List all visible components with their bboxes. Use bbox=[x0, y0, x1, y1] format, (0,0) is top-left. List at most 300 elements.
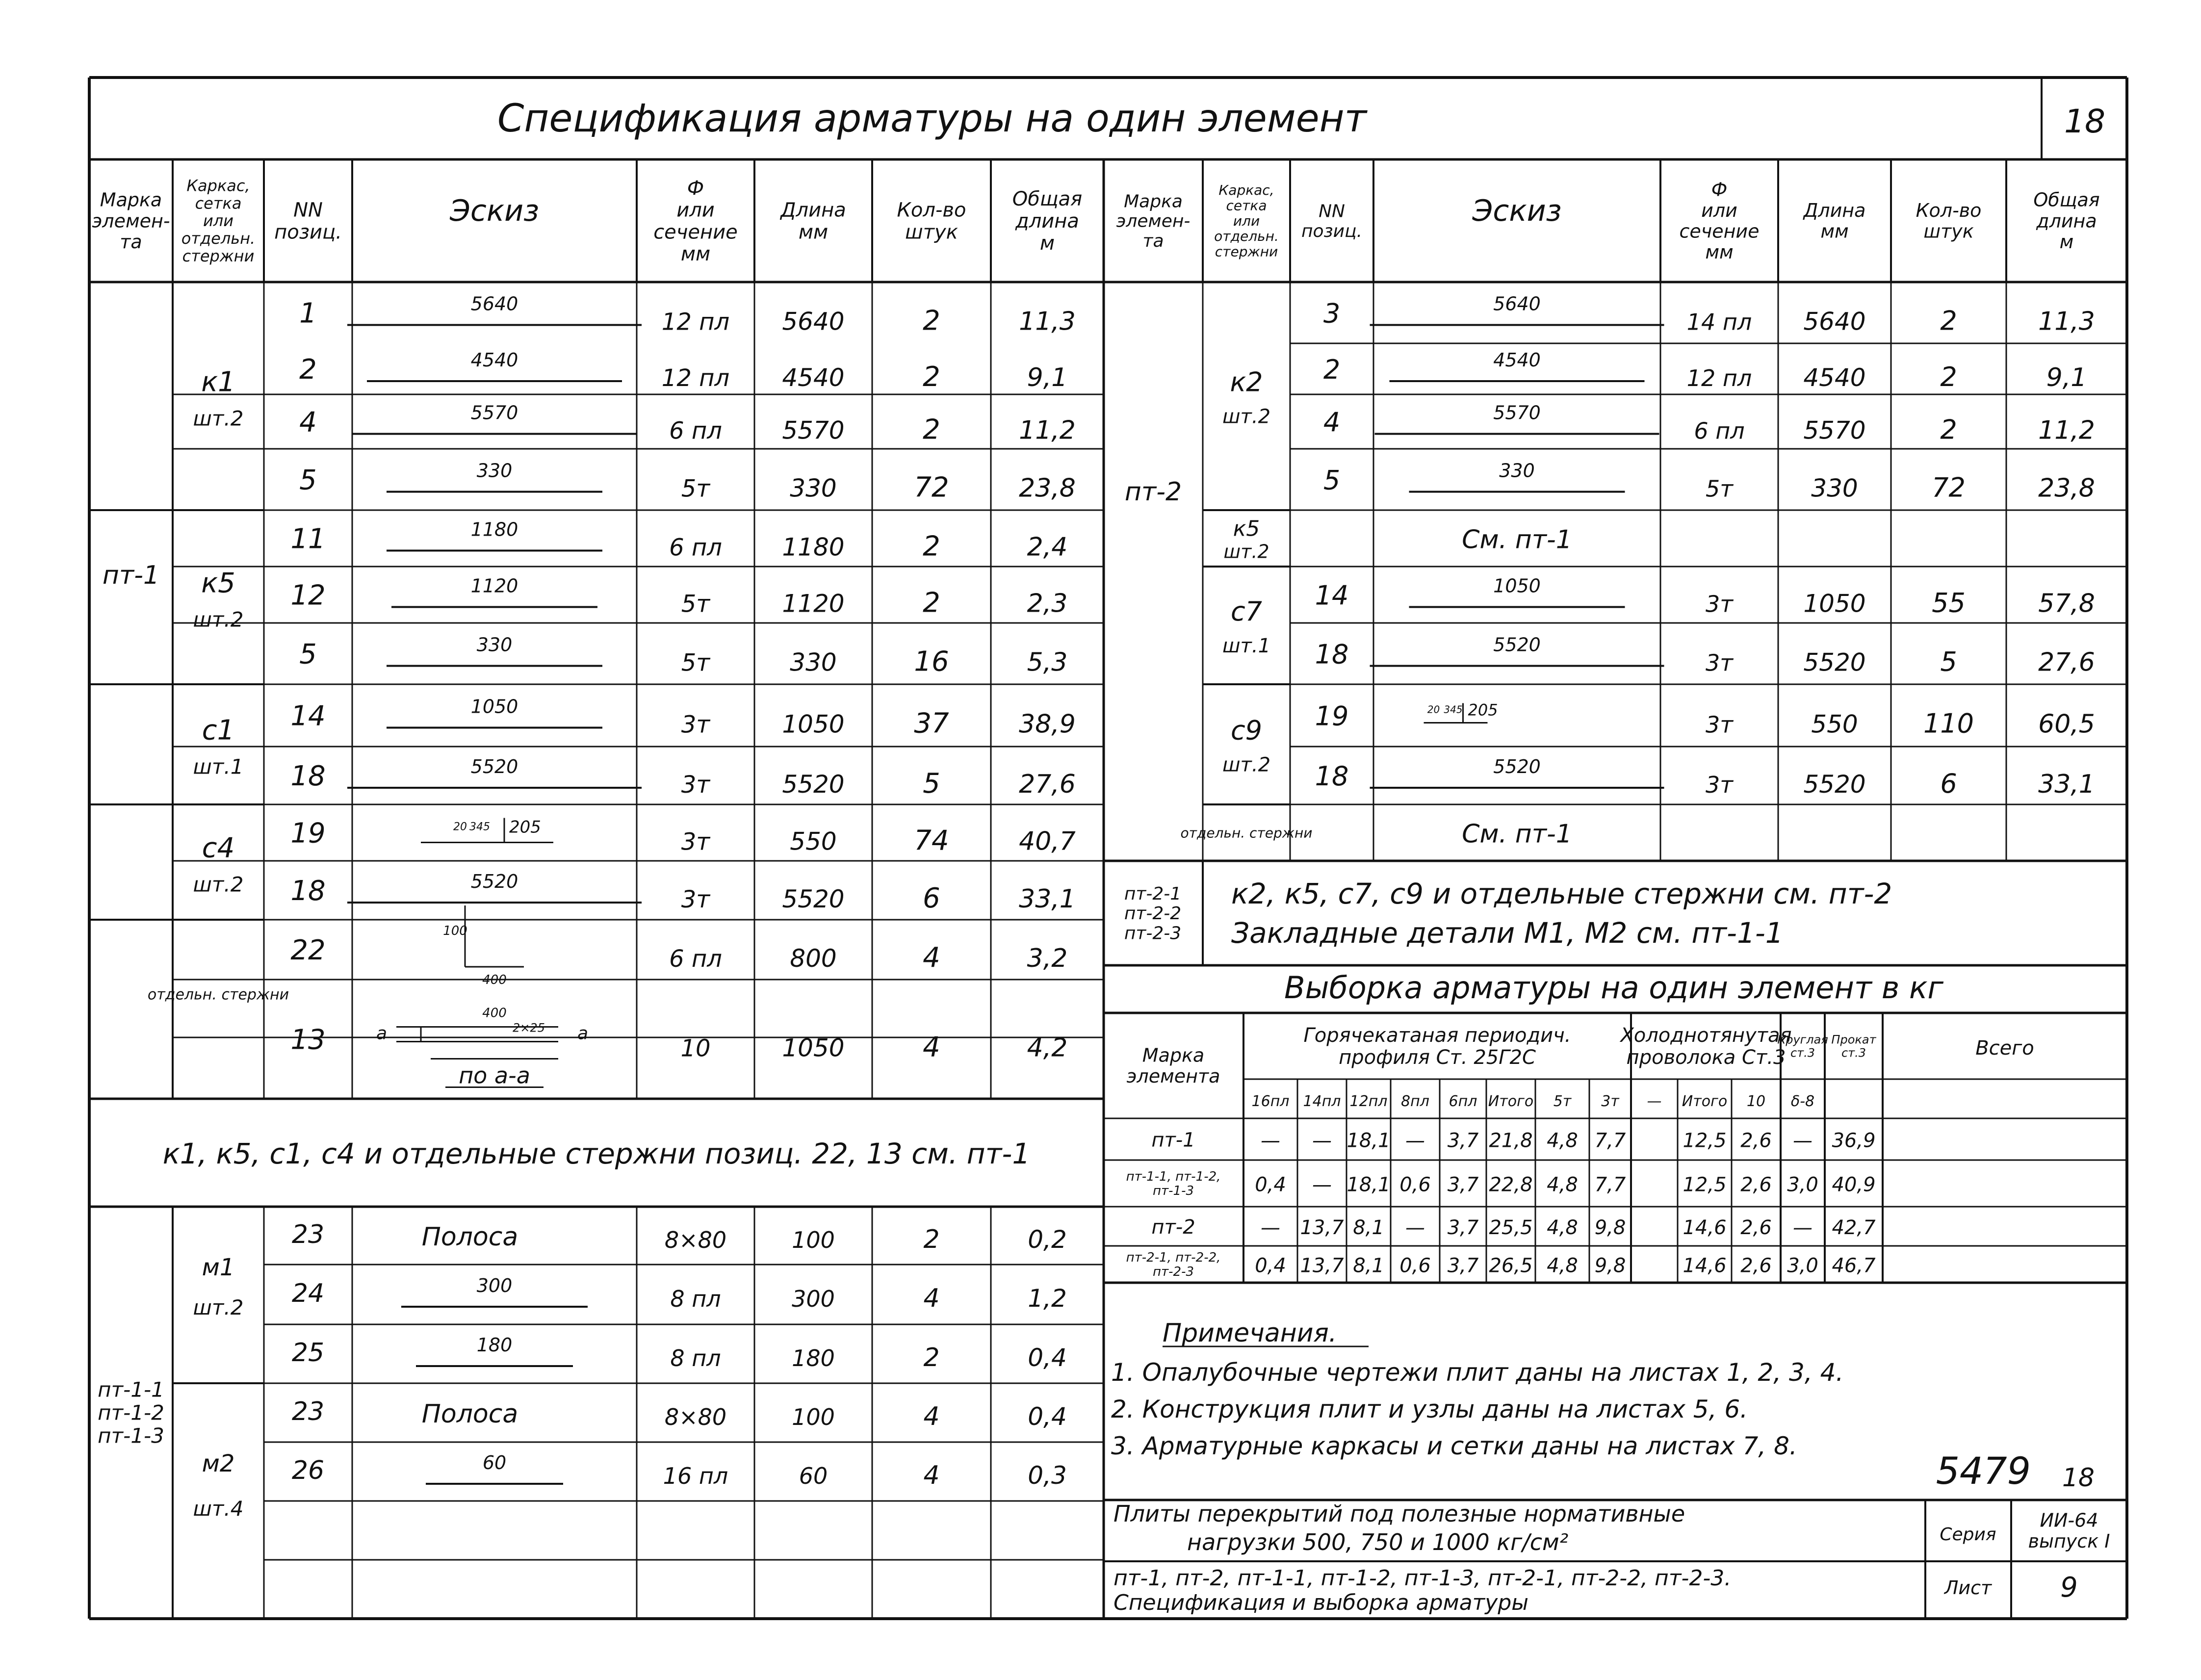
vyborka-cold-header: проволока Ст.3 bbox=[1626, 1046, 1786, 1069]
qty-value: 6 bbox=[1940, 768, 1957, 799]
vyborka-value: 25,5 bbox=[1489, 1216, 1533, 1239]
group-count: шт.1 bbox=[193, 754, 244, 779]
qty-value: 2 bbox=[923, 361, 940, 393]
total-value: 3,2 bbox=[1027, 944, 1068, 973]
header-karkas: сетка bbox=[1226, 197, 1267, 214]
mark-pt11: пт-1-1 bbox=[98, 1377, 164, 1402]
vyborka-value: — bbox=[1405, 1129, 1425, 1152]
vyborka-value: 2,6 bbox=[1740, 1254, 1772, 1277]
vyborka-kruglaya-header: Круглая bbox=[1777, 1033, 1828, 1047]
header-karkas: или bbox=[1233, 212, 1260, 229]
pos-number: 23 bbox=[291, 1397, 325, 1426]
length-value: 300 bbox=[792, 1286, 835, 1312]
vyborka-value: — bbox=[1312, 1173, 1332, 1196]
vyborka-value: 13,7 bbox=[1300, 1254, 1344, 1277]
sketch-dim: 400 bbox=[482, 973, 507, 987]
length-value: 5520 bbox=[782, 885, 845, 913]
tb-list-label: Лист bbox=[1944, 1577, 1992, 1599]
sketch-dim: 4540 bbox=[470, 349, 518, 371]
sketch-dim: 1050 bbox=[1493, 575, 1541, 597]
notes-title: Примечания. bbox=[1163, 1318, 1337, 1348]
length-value: 60 bbox=[799, 1463, 828, 1489]
pos-number: 23 bbox=[291, 1220, 325, 1249]
sketch-dim: 400 bbox=[482, 1006, 507, 1021]
qty-value: 2 bbox=[923, 414, 940, 446]
vyborka-vsego-header: Всего bbox=[1975, 1037, 2034, 1060]
tb-line1: Плиты перекрытий под полезные нормативные bbox=[1113, 1500, 1685, 1527]
vyborka-value: 4,8 bbox=[1547, 1129, 1578, 1152]
mark-pt2: пт-2 bbox=[1124, 477, 1182, 507]
vyborka-value: 3,7 bbox=[1447, 1129, 1479, 1152]
qty-value: 4 bbox=[923, 1402, 940, 1431]
header-obsh: м bbox=[1039, 232, 1055, 255]
group-count: шт.2 bbox=[1222, 405, 1271, 428]
length-value: 1050 bbox=[782, 710, 845, 739]
header-kol: Кол-во bbox=[1916, 200, 1982, 222]
qty-value: 2 bbox=[1940, 305, 1957, 336]
mark-pt11: пт-1-2 bbox=[98, 1400, 164, 1425]
vyborka-hot-header: профиля Ст. 25Г2С bbox=[1339, 1046, 1536, 1069]
group-name: к5 bbox=[1233, 516, 1260, 542]
total-value: 11,2 bbox=[2038, 415, 2095, 445]
vyborka-value: 14,6 bbox=[1683, 1254, 1727, 1277]
sketch-dim: 5520 bbox=[470, 756, 518, 777]
phi-value: 3т bbox=[681, 711, 710, 739]
qty-value: 55 bbox=[1932, 587, 1966, 619]
total-value: 27,6 bbox=[1019, 770, 1076, 799]
group-name: к1 bbox=[201, 366, 235, 398]
qty-value: 110 bbox=[1923, 708, 1974, 739]
sketch-dim: 1050 bbox=[470, 696, 518, 718]
vyborka-value: 2,6 bbox=[1740, 1216, 1772, 1239]
total-value: 0,3 bbox=[1028, 1461, 1067, 1490]
vyborka-value: 46,7 bbox=[1832, 1254, 1876, 1277]
sketch-label: Полоса bbox=[421, 1222, 518, 1252]
qty-value: 16 bbox=[914, 646, 949, 678]
pos-number: 25 bbox=[291, 1338, 325, 1368]
phi-value: 12 пл bbox=[1686, 365, 1752, 391]
vyborka-subcol: 14пл bbox=[1303, 1093, 1341, 1110]
phi-value: 5т bbox=[681, 649, 710, 677]
length-value: 330 bbox=[1811, 474, 1858, 503]
vyborka-value: 21,8 bbox=[1489, 1129, 1533, 1152]
header-phi: или bbox=[1701, 200, 1737, 222]
total-value: 11,3 bbox=[2038, 307, 2095, 336]
pos-number: 11 bbox=[290, 523, 326, 555]
total-value: 11,3 bbox=[1019, 307, 1076, 336]
qty-value: 2 bbox=[1940, 362, 1957, 392]
phi-value: 5т bbox=[1705, 475, 1734, 502]
vyborka-value: 26,5 bbox=[1489, 1254, 1533, 1277]
phi-value: 3т bbox=[1705, 772, 1734, 798]
length-value: 1050 bbox=[1803, 589, 1866, 618]
sketch-dim: 205 bbox=[509, 817, 541, 837]
pos-number: 5 bbox=[299, 464, 317, 496]
sketch-dim: 2×25 bbox=[513, 1021, 545, 1035]
sketch-dim: 345 bbox=[1444, 703, 1463, 716]
total-value: 11,2 bbox=[1019, 415, 1076, 445]
vyborka-value: 13,7 bbox=[1300, 1216, 1344, 1239]
vyborka-value: 3,0 bbox=[1787, 1173, 1818, 1196]
vyborka-prokat-header: Прокат bbox=[1831, 1033, 1876, 1047]
note-item: 1. Опалубочные чертежи плит даны на листах 1, 2, 3, 4. bbox=[1111, 1358, 1844, 1387]
vyborka-row-mark: пт-2 bbox=[1151, 1216, 1195, 1239]
total-value: 57,8 bbox=[2038, 589, 2095, 619]
group-count: шт.2 bbox=[193, 607, 244, 632]
total-value: 2,4 bbox=[1027, 532, 1068, 562]
header-obsh: Общая bbox=[2033, 189, 2100, 211]
sketch-ref: См. пт-1 bbox=[1462, 525, 1572, 555]
phi-value: 8 пл bbox=[670, 1286, 721, 1312]
qty-value: 72 bbox=[1932, 472, 1966, 503]
qty-value: 74 bbox=[914, 825, 949, 857]
sketch-dim: 5640 bbox=[470, 293, 518, 315]
length-value: 5640 bbox=[782, 307, 845, 336]
length-value: 4540 bbox=[782, 363, 845, 392]
vyborka-row-mark: пт-2-1, пт-2-2, bbox=[1126, 1250, 1221, 1266]
qty-value: 5 bbox=[1940, 646, 1957, 677]
phi-value: 5т bbox=[681, 475, 710, 503]
vyborka-value: — bbox=[1261, 1129, 1280, 1152]
length-value: 550 bbox=[790, 827, 837, 856]
header-phi: сечение bbox=[653, 221, 738, 244]
total-value: 33,1 bbox=[2038, 770, 2095, 799]
sketch-dim: 1180 bbox=[470, 518, 518, 541]
pos-number: 18 bbox=[290, 760, 326, 792]
qty-value: 2 bbox=[923, 530, 940, 563]
vyborka-row-mark: пт-1-3 bbox=[1153, 1184, 1194, 1199]
group-name: с4 bbox=[202, 832, 235, 864]
length-value: 5640 bbox=[1803, 307, 1866, 336]
vyborka-subcol: 10 bbox=[1746, 1093, 1766, 1110]
pos-number: 19 bbox=[1315, 700, 1349, 732]
header-marka: элемен- bbox=[92, 210, 170, 232]
header-dlina: Длина bbox=[780, 199, 846, 222]
length-value: 5520 bbox=[782, 770, 845, 799]
group-name: с1 bbox=[202, 714, 235, 747]
group-name: с7 bbox=[1230, 596, 1263, 627]
header-obsh: м bbox=[2059, 231, 2074, 253]
phi-value: 8 пл bbox=[670, 1345, 721, 1371]
vyborka-value: 3,7 bbox=[1447, 1216, 1479, 1239]
header-kol: штук bbox=[905, 221, 958, 244]
sketch-dim: 4540 bbox=[1493, 349, 1541, 371]
vyborka-value: 12,5 bbox=[1683, 1129, 1727, 1152]
vyborka-value: 22,8 bbox=[1489, 1173, 1533, 1196]
vyborka-value: 3,7 bbox=[1447, 1173, 1479, 1196]
pos-number: 24 bbox=[291, 1279, 325, 1308]
total-value: 27,6 bbox=[2038, 647, 2095, 677]
vyborka-subcol: δ-8 bbox=[1790, 1093, 1815, 1110]
vyborka-value: 12,5 bbox=[1683, 1173, 1727, 1196]
sketch-dim: 300 bbox=[476, 1275, 513, 1296]
tb-seria-label: Серия bbox=[1940, 1525, 1996, 1545]
vyborka-subcol: 5т bbox=[1553, 1093, 1572, 1110]
qty-value: 4 bbox=[923, 942, 940, 974]
header-karkas: или bbox=[203, 211, 234, 231]
total-value: 9,1 bbox=[2046, 363, 2087, 392]
sketch-ref: См. пт-1 bbox=[1462, 819, 1572, 849]
length-value: 5520 bbox=[1803, 648, 1866, 677]
qty-value: 4 bbox=[923, 1461, 940, 1490]
total-value: 2,3 bbox=[1027, 589, 1068, 619]
sketch-dim: 330 bbox=[476, 634, 513, 656]
group-count: шт.2 bbox=[193, 406, 244, 431]
header-obsh: длина bbox=[2036, 210, 2097, 232]
vyborka-subcol: Итого bbox=[1488, 1093, 1534, 1110]
total-value: 9,1 bbox=[1027, 363, 1068, 392]
length-value: 1120 bbox=[782, 589, 845, 618]
vyborka-subcol: 16пл bbox=[1251, 1093, 1290, 1110]
vyborka-value: 2,6 bbox=[1740, 1173, 1772, 1196]
vyborka-value: — bbox=[1261, 1216, 1280, 1239]
total-value: 1,2 bbox=[1028, 1284, 1067, 1313]
group-name: с9 bbox=[1230, 715, 1263, 746]
tb-seria-value: ИИ-64 bbox=[2040, 1509, 2098, 1531]
header-karkas: стержни bbox=[1215, 243, 1278, 260]
header-karkas: отдельн. bbox=[1214, 228, 1279, 245]
qty-value: 4 bbox=[923, 1031, 940, 1063]
pos-number: 18 bbox=[1315, 639, 1349, 670]
tb-line4: Спецификация и выборка арматуры bbox=[1113, 1590, 1529, 1615]
header-phi: или bbox=[676, 199, 715, 222]
vyborka-value: 18,1 bbox=[1346, 1129, 1391, 1152]
length-value: 1180 bbox=[782, 533, 845, 562]
header-nn: NN bbox=[1319, 201, 1345, 222]
qty-value: 72 bbox=[914, 471, 949, 504]
phi-value: 8×80 bbox=[664, 1404, 727, 1430]
sketch-dim: а bbox=[577, 1023, 589, 1044]
sketch-dim: 5570 bbox=[470, 402, 518, 424]
total-value: 38,9 bbox=[1019, 709, 1076, 739]
vyborka-value: 42,7 bbox=[1832, 1216, 1876, 1239]
ref-line: к2, к5, с7, с9 и отдельные стержни см. пт-2 bbox=[1231, 877, 1892, 910]
group-count: шт.2 bbox=[1222, 753, 1271, 776]
pos-number: 2 bbox=[1323, 354, 1341, 385]
pos-number: 18 bbox=[1315, 761, 1349, 792]
pos-number: 4 bbox=[299, 406, 317, 439]
group-name: отдельн. стержни bbox=[1180, 825, 1313, 841]
vyborka-value: 4,8 bbox=[1547, 1173, 1578, 1196]
vyborka-value: 8,1 bbox=[1353, 1216, 1384, 1239]
header-marka: Марка bbox=[100, 189, 162, 211]
sheet-title: Спецификация арматуры на один элемент bbox=[497, 97, 1367, 141]
pos-number: 1 bbox=[299, 297, 317, 330]
sketch-dim: 5520 bbox=[1493, 756, 1541, 777]
sketch-dim: 20 bbox=[453, 821, 467, 833]
ref-mark: пт-2-1 bbox=[1124, 883, 1182, 904]
header-kol: Кол-во bbox=[897, 199, 966, 222]
pos-number: 12 bbox=[290, 579, 326, 612]
phi-value: 3т bbox=[1705, 649, 1734, 676]
group-count: шт.2 bbox=[1223, 541, 1269, 563]
length-value: 5570 bbox=[782, 416, 845, 445]
pos-number: 14 bbox=[1315, 580, 1349, 611]
header-eskiz: Эскиз bbox=[449, 194, 540, 228]
length-value: 100 bbox=[792, 1227, 835, 1253]
header-dlina: мм bbox=[798, 221, 829, 244]
vyborka-value: 3,7 bbox=[1447, 1254, 1479, 1277]
total-value: 40,7 bbox=[1019, 827, 1076, 856]
qty-value: 2 bbox=[1940, 414, 1957, 445]
note-item: 3. Арматурные каркасы и сетки даны на листах 7, 8. bbox=[1111, 1432, 1797, 1460]
pos-number: 22 bbox=[290, 934, 326, 966]
vyborka-value: — bbox=[1793, 1216, 1813, 1239]
vyborka-row-mark: пт-1 bbox=[1151, 1129, 1195, 1152]
vyborka-value: 0,6 bbox=[1399, 1254, 1431, 1277]
sketch-dim: 5570 bbox=[1493, 402, 1541, 424]
vyborka-prokat-header: ст.3 bbox=[1841, 1046, 1866, 1060]
header-karkas: отдельн. bbox=[181, 229, 256, 248]
header-phi: сечение bbox=[1679, 220, 1760, 242]
stamp-number: 5479 bbox=[1936, 1449, 2031, 1493]
pos-number: 26 bbox=[291, 1456, 325, 1485]
vyborka-cold-header: Холоднотянутая bbox=[1620, 1024, 1792, 1047]
total-value: 33,1 bbox=[1019, 884, 1076, 914]
total-value: 0,2 bbox=[1028, 1225, 1067, 1254]
sketch-dim: 180 bbox=[476, 1334, 513, 1356]
length-value: 180 bbox=[792, 1345, 835, 1371]
phi-value: 16 пл bbox=[663, 1463, 728, 1489]
vyborka-value: 4,8 bbox=[1547, 1216, 1578, 1239]
pos-number: 5 bbox=[299, 638, 317, 671]
vyborka-kruglaya-header: ст.3 bbox=[1790, 1046, 1815, 1060]
vyborka-subcol: — bbox=[1647, 1093, 1662, 1110]
vyborka-row-mark: пт-1-1, пт-1-2, bbox=[1126, 1169, 1221, 1185]
phi-value: 6 пл bbox=[669, 945, 722, 973]
qty-value: 2 bbox=[923, 1343, 940, 1372]
vyborka-value: 9,8 bbox=[1594, 1254, 1626, 1277]
phi-value: 3т bbox=[681, 771, 710, 799]
phi-value: 3т bbox=[1705, 711, 1734, 738]
length-value: 1050 bbox=[782, 1034, 845, 1062]
header-nn: NN bbox=[293, 199, 323, 222]
vyborka-subcol: Итого bbox=[1682, 1093, 1728, 1110]
header-kol: штук bbox=[1923, 220, 1974, 242]
length-value: 5520 bbox=[1803, 770, 1866, 799]
header-obsh: длина bbox=[1015, 210, 1079, 233]
qty-value: 6 bbox=[923, 882, 940, 914]
phi-value: 14 пл bbox=[1686, 309, 1752, 336]
vyborka-value: 7,7 bbox=[1594, 1173, 1626, 1196]
phi-value: 3т bbox=[681, 886, 710, 913]
total-value: 0,4 bbox=[1028, 1402, 1067, 1431]
vyborka-value: 0,4 bbox=[1255, 1254, 1286, 1277]
vyborka-value: 0,4 bbox=[1255, 1173, 1286, 1196]
group-count: шт.4 bbox=[193, 1497, 244, 1521]
phi-value: 12 пл bbox=[661, 364, 730, 392]
vyborka-value: — bbox=[1312, 1129, 1332, 1152]
total-value: 5,3 bbox=[1027, 647, 1068, 677]
length-value: 330 bbox=[790, 648, 837, 677]
header-phi: Ф bbox=[687, 177, 704, 200]
phi-value: 8×80 bbox=[664, 1227, 727, 1253]
vyborka-value: — bbox=[1793, 1129, 1813, 1152]
phi-value: 3т bbox=[1705, 591, 1734, 618]
header-marka: элемен- bbox=[1116, 211, 1191, 232]
group-name: к5 bbox=[201, 567, 235, 599]
qty-value: 37 bbox=[914, 707, 949, 740]
vyborka-value: 7,7 bbox=[1594, 1129, 1626, 1152]
total-value: 60,5 bbox=[2038, 709, 2095, 739]
pos-number: 13 bbox=[290, 1024, 326, 1056]
length-value: 330 bbox=[790, 474, 837, 503]
sketch-dim: 5640 bbox=[1493, 293, 1541, 315]
length-value: 100 bbox=[792, 1404, 835, 1430]
length-value: 550 bbox=[1811, 710, 1858, 739]
stamp-sub: 18 bbox=[2062, 1463, 2095, 1493]
sheet-number: 18 bbox=[2064, 103, 2105, 140]
vyborka-value: 14,6 bbox=[1683, 1216, 1727, 1239]
vyborka-value: 36,9 bbox=[1832, 1129, 1876, 1152]
header-phi: Ф bbox=[1711, 179, 1728, 201]
vyborka-value: 18,1 bbox=[1346, 1173, 1391, 1196]
group-name: м1 bbox=[202, 1254, 235, 1281]
phi-value: 3т bbox=[681, 828, 710, 856]
pos-number: 18 bbox=[290, 875, 326, 907]
vyborka-row-mark: пт-2-3 bbox=[1153, 1265, 1194, 1280]
tb-seria-value: выпуск I bbox=[2028, 1530, 2110, 1552]
total-value: 4,2 bbox=[1027, 1033, 1068, 1063]
sketch-dim: 60 bbox=[482, 1452, 507, 1473]
group-name: м2 bbox=[202, 1450, 235, 1477]
tb-line2: нагрузки 500, 750 и 1000 кг/см² bbox=[1187, 1529, 1569, 1555]
group-count: шт.2 bbox=[193, 1295, 244, 1319]
header-dlina: Длина bbox=[1803, 200, 1866, 222]
vyborka-value: — bbox=[1405, 1216, 1425, 1239]
vyborka-title: Выборка арматуры на один элемент в кг bbox=[1284, 970, 1944, 1006]
header-dlina: мм bbox=[1820, 220, 1849, 242]
header-obsh: Общая bbox=[1012, 188, 1083, 211]
vyborka-value: 40,9 bbox=[1832, 1173, 1876, 1196]
header-marka: Марка bbox=[1124, 191, 1183, 212]
qty-value: 2 bbox=[923, 305, 940, 337]
tb-line3: пт-1, пт-2, пт-1-1, пт-1-2, пт-1-3, пт-2-1, пт-2-2, пт-2-3. bbox=[1113, 1566, 1732, 1591]
tb-list-value: 9 bbox=[2060, 1572, 2078, 1603]
mark-pt1: пт-1 bbox=[102, 561, 160, 590]
group-count: шт.2 bbox=[193, 872, 244, 897]
sketch-dim: 205 bbox=[1468, 700, 1498, 720]
total-value: 0,4 bbox=[1028, 1344, 1067, 1372]
total-value: 23,8 bbox=[1019, 473, 1076, 503]
ref-line: Закладные детали М1, М2 см. пт-1-1 bbox=[1231, 916, 1784, 950]
sketch-dim: 20 bbox=[1427, 703, 1440, 716]
vyborka-marka-header: Марка bbox=[1142, 1044, 1205, 1066]
ref-mark: пт-2-3 bbox=[1124, 923, 1182, 944]
header-karkas: сетка bbox=[195, 194, 242, 213]
sketch-dim: а bbox=[376, 1023, 388, 1044]
sketch-dim: 330 bbox=[476, 460, 513, 482]
pos-number: 4 bbox=[1323, 407, 1341, 438]
header-nn: позиц. bbox=[274, 221, 342, 244]
phi-value: 10 bbox=[680, 1034, 711, 1062]
length-value: 800 bbox=[790, 944, 837, 973]
total-value: 23,8 bbox=[2038, 473, 2095, 503]
ref-mark: пт-2-2 bbox=[1124, 904, 1182, 924]
vyborka-subcol: 6пл bbox=[1449, 1093, 1477, 1110]
length-value: 5570 bbox=[1803, 416, 1866, 445]
vyborka-marka-header: элемента bbox=[1126, 1065, 1220, 1087]
pos-number: 2 bbox=[299, 354, 317, 386]
header-marka: та bbox=[120, 231, 142, 253]
header-eskiz: Эскиз bbox=[1472, 194, 1562, 228]
header-marka: та bbox=[1142, 231, 1164, 251]
phi-value: 6 пл bbox=[669, 417, 722, 445]
qty-value: 5 bbox=[923, 768, 940, 800]
header-phi: мм bbox=[680, 243, 711, 266]
header-nn: позиц. bbox=[1301, 221, 1363, 241]
mark-pt11: пт-1-3 bbox=[98, 1423, 164, 1448]
